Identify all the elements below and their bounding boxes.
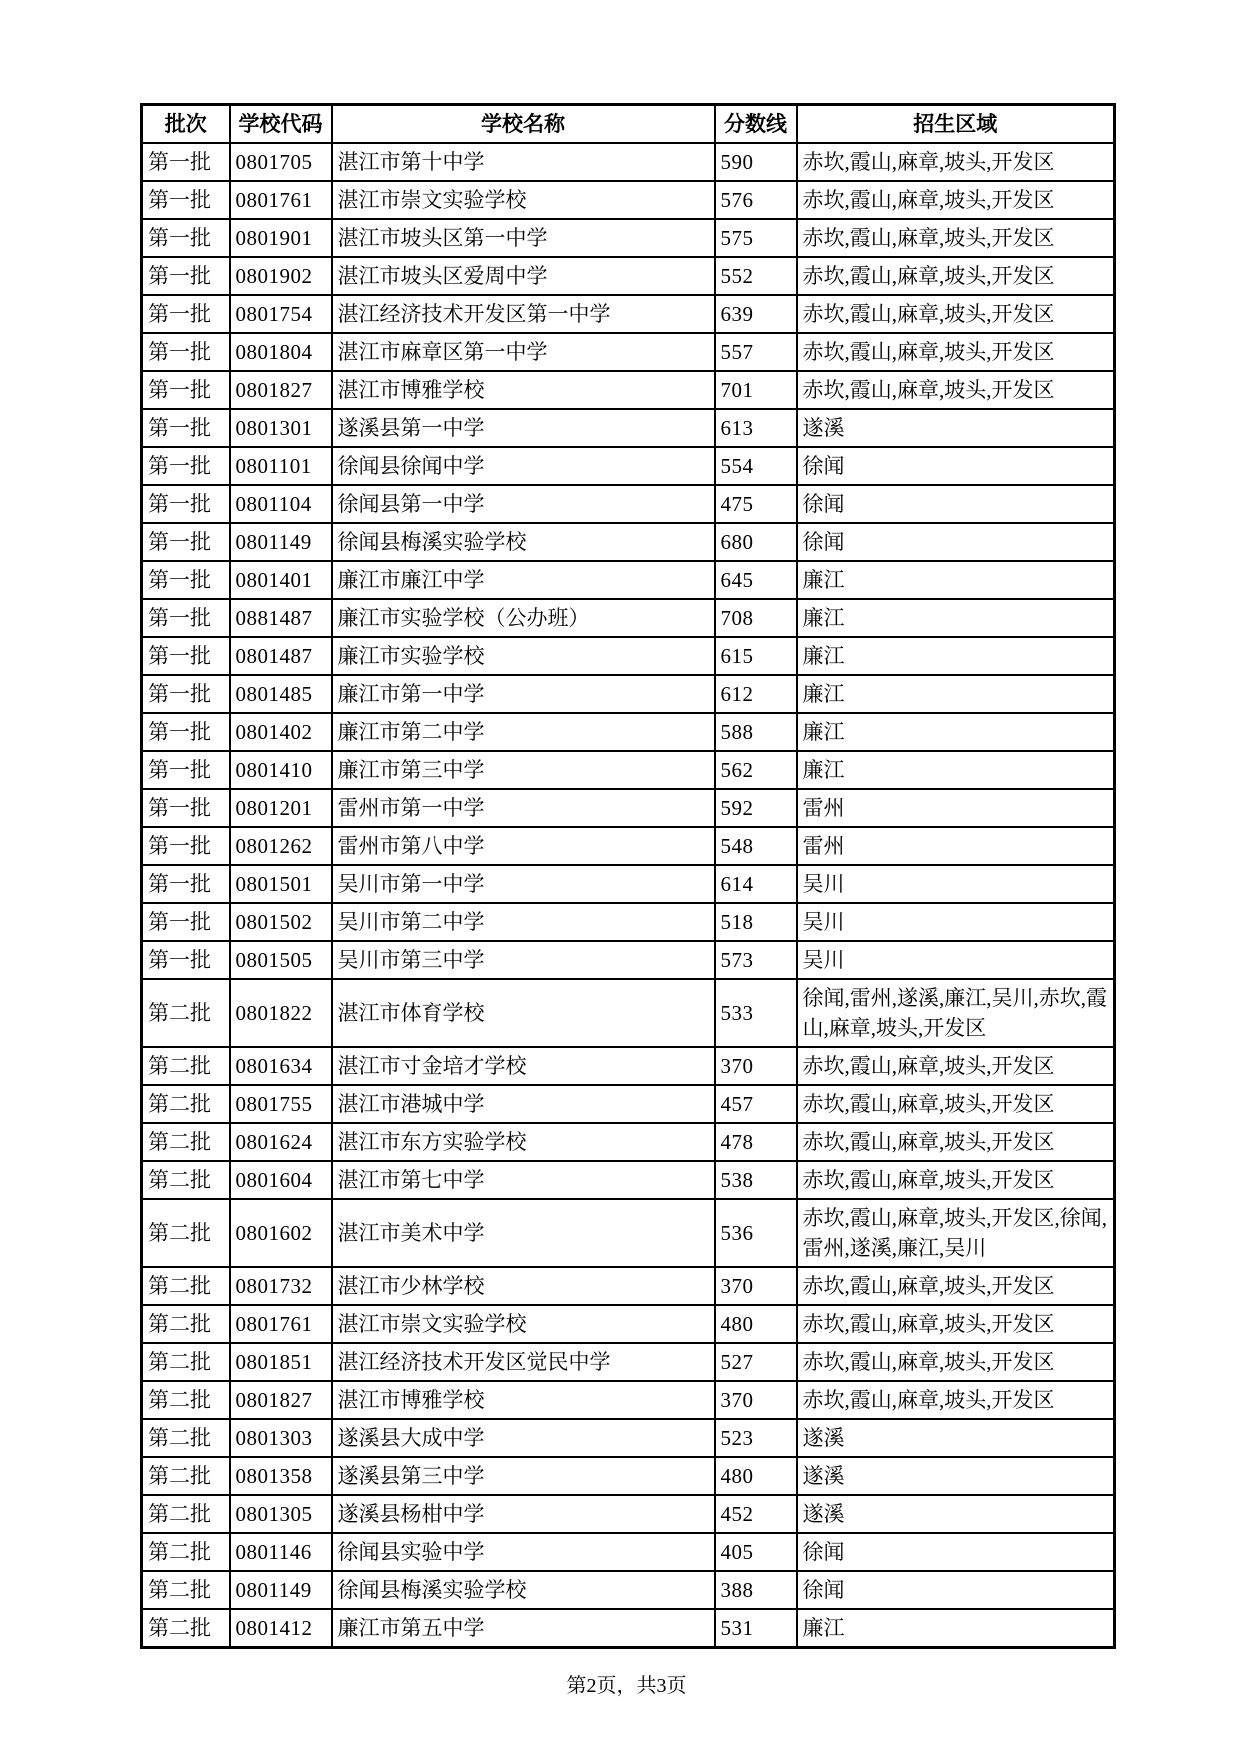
cell-admission-region: 雷州 (797, 827, 1115, 865)
cell-admission-region: 廉江 (797, 751, 1115, 789)
cell-school-name: 遂溪县第三中学 (332, 1457, 715, 1495)
table-row (142, 789, 1115, 827)
cell-score-line: 478 (715, 1123, 797, 1161)
cell-school-name: 雷州市第八中学 (332, 827, 715, 865)
cell-school-name: 徐闻县第一中学 (332, 485, 715, 523)
cell-school-code: 0801822 (230, 979, 332, 1047)
cell-school-name: 湛江市崇文实验学校 (332, 181, 715, 219)
cell-school-code: 0801149 (230, 1571, 332, 1609)
score-table-head (142, 105, 1115, 143)
cell-batch: 第二批 (142, 1457, 230, 1495)
cell-score-line: 475 (715, 485, 797, 523)
cell-batch: 第二批 (142, 1419, 230, 1457)
cell-batch: 第一批 (142, 827, 230, 865)
cell-score-line: 575 (715, 219, 797, 257)
cell-score-line: 557 (715, 333, 797, 371)
cell-batch: 第二批 (142, 1571, 230, 1609)
table-row (142, 1161, 1115, 1199)
cell-admission-region: 赤坎,霞山,麻章,坡头,开发区 (797, 1161, 1115, 1199)
cell-score-line: 370 (715, 1267, 797, 1305)
table-row (142, 979, 1115, 1047)
score-table-body (142, 143, 1115, 1648)
cell-school-code: 0801761 (230, 181, 332, 219)
cell-admission-region: 廉江 (797, 675, 1115, 713)
cell-school-code: 0801902 (230, 257, 332, 295)
cell-admission-region: 赤坎,霞山,麻章,坡头,开发区 (797, 1123, 1115, 1161)
table-row (142, 599, 1115, 637)
cell-batch: 第一批 (142, 257, 230, 295)
cell-batch: 第二批 (142, 1123, 230, 1161)
cell-score-line: 531 (715, 1609, 797, 1648)
cell-admission-region: 赤坎,霞山,麻章,坡头,开发区 (797, 295, 1115, 333)
cell-admission-region: 徐闻 (797, 1533, 1115, 1571)
cell-school-name: 湛江市坡头区第一中学 (332, 219, 715, 257)
cell-school-name: 湛江市麻章区第一中学 (332, 333, 715, 371)
cell-admission-region: 徐闻 (797, 523, 1115, 561)
table-row (142, 1381, 1115, 1419)
cell-score-line: 639 (715, 295, 797, 333)
cell-batch: 第一批 (142, 181, 230, 219)
cell-batch: 第一批 (142, 713, 230, 751)
table-row (142, 371, 1115, 409)
cell-school-name: 徐闻县梅溪实验学校 (332, 523, 715, 561)
cell-batch: 第一批 (142, 637, 230, 675)
cell-admission-region: 赤坎,霞山,麻章,坡头,开发区 (797, 1267, 1115, 1305)
cell-admission-region: 赤坎,霞山,麻章,坡头,开发区 (797, 1085, 1115, 1123)
cell-school-name: 湛江市体育学校 (332, 979, 715, 1047)
table-row (142, 637, 1115, 675)
table-row (142, 941, 1115, 979)
table-row (142, 1609, 1115, 1648)
table-row (142, 1267, 1115, 1305)
cell-school-name: 遂溪县大成中学 (332, 1419, 715, 1457)
cell-score-line: 576 (715, 181, 797, 219)
cell-school-code: 0801401 (230, 561, 332, 599)
cell-school-name: 廉江市实验学校（公办班） (332, 599, 715, 637)
cell-admission-region: 廉江 (797, 599, 1115, 637)
table-row (142, 1343, 1115, 1381)
cell-school-name: 吴川市第三中学 (332, 941, 715, 979)
table-row (142, 1199, 1115, 1267)
table-row (142, 1085, 1115, 1123)
cell-batch: 第一批 (142, 447, 230, 485)
cell-admission-region: 徐闻 (797, 447, 1115, 485)
cell-batch: 第一批 (142, 903, 230, 941)
cell-score-line: 538 (715, 1161, 797, 1199)
cell-batch: 第一批 (142, 219, 230, 257)
cell-score-line: 480 (715, 1457, 797, 1495)
cell-school-code: 0801303 (230, 1419, 332, 1457)
document-page (140, 103, 1113, 1698)
cell-school-name: 湛江市港城中学 (332, 1085, 715, 1123)
cell-batch: 第一批 (142, 751, 230, 789)
cell-score-line: 523 (715, 1419, 797, 1457)
table-row (142, 1495, 1115, 1533)
cell-school-code: 0801485 (230, 675, 332, 713)
cell-score-line: 680 (715, 523, 797, 561)
header-cell-batch: 批次 (142, 105, 230, 143)
cell-admission-region: 遂溪 (797, 1495, 1115, 1533)
cell-school-name: 湛江市第七中学 (332, 1161, 715, 1199)
cell-score-line: 370 (715, 1047, 797, 1085)
cell-admission-region: 赤坎,霞山,麻章,坡头,开发区 (797, 1305, 1115, 1343)
cell-admission-region: 赤坎,霞山,麻章,坡头,开发区 (797, 143, 1115, 181)
cell-school-name: 雷州市第一中学 (332, 789, 715, 827)
cell-batch: 第一批 (142, 485, 230, 523)
cell-score-line: 701 (715, 371, 797, 409)
cell-admission-region: 赤坎,霞山,麻章,坡头,开发区 (797, 1381, 1115, 1419)
cell-school-code: 0801262 (230, 827, 332, 865)
score-table (140, 103, 1116, 1649)
cell-admission-region: 廉江 (797, 713, 1115, 751)
table-row (142, 409, 1115, 447)
cell-school-code: 0801634 (230, 1047, 332, 1085)
cell-school-name: 徐闻县徐闻中学 (332, 447, 715, 485)
cell-school-name: 廉江市实验学校 (332, 637, 715, 675)
cell-score-line: 452 (715, 1495, 797, 1533)
cell-school-code: 0801732 (230, 1267, 332, 1305)
table-row (142, 219, 1115, 257)
cell-batch: 第二批 (142, 1267, 230, 1305)
cell-batch: 第二批 (142, 1199, 230, 1267)
cell-batch: 第一批 (142, 941, 230, 979)
header-cell-score-line: 分数线 (715, 105, 797, 143)
cell-school-code: 0801410 (230, 751, 332, 789)
cell-school-name: 湛江经济技术开发区第一中学 (332, 295, 715, 333)
cell-school-name: 廉江市廉江中学 (332, 561, 715, 599)
cell-batch: 第一批 (142, 675, 230, 713)
table-row (142, 1419, 1115, 1457)
cell-school-code: 0881487 (230, 599, 332, 637)
cell-batch: 第二批 (142, 1305, 230, 1343)
cell-score-line: 592 (715, 789, 797, 827)
cell-score-line: 527 (715, 1343, 797, 1381)
cell-school-name: 遂溪县第一中学 (332, 409, 715, 447)
table-row (142, 675, 1115, 713)
cell-score-line: 614 (715, 865, 797, 903)
table-row (142, 1123, 1115, 1161)
cell-batch: 第二批 (142, 1047, 230, 1085)
cell-admission-region: 赤坎,霞山,麻章,坡头,开发区 (797, 257, 1115, 295)
cell-school-code: 0801487 (230, 637, 332, 675)
cell-school-code: 0801505 (230, 941, 332, 979)
table-row (142, 713, 1115, 751)
cell-school-code: 0801602 (230, 1199, 332, 1267)
cell-school-name: 廉江市第二中学 (332, 713, 715, 751)
cell-admission-region: 赤坎,霞山,麻章,坡头,开发区 (797, 181, 1115, 219)
cell-batch: 第一批 (142, 409, 230, 447)
cell-admission-region: 徐闻 (797, 485, 1115, 523)
header-row (142, 105, 1115, 143)
cell-school-name: 廉江市第五中学 (332, 1609, 715, 1648)
cell-score-line: 518 (715, 903, 797, 941)
cell-score-line: 480 (715, 1305, 797, 1343)
cell-admission-region: 廉江 (797, 561, 1115, 599)
cell-admission-region: 赤坎,霞山,麻章,坡头,开发区 (797, 1343, 1115, 1381)
cell-school-name: 湛江市第十中学 (332, 143, 715, 181)
table-row (142, 523, 1115, 561)
header-cell-school-name: 学校名称 (332, 105, 715, 143)
cell-batch: 第二批 (142, 1533, 230, 1571)
cell-school-code: 0801761 (230, 1305, 332, 1343)
cell-score-line: 562 (715, 751, 797, 789)
table-row (142, 903, 1115, 941)
cell-admission-region: 廉江 (797, 1609, 1115, 1648)
cell-school-name: 湛江经济技术开发区觉民中学 (332, 1343, 715, 1381)
cell-school-name: 湛江市坡头区爱周中学 (332, 257, 715, 295)
table-row (142, 827, 1115, 865)
cell-score-line: 457 (715, 1085, 797, 1123)
cell-batch: 第一批 (142, 143, 230, 181)
cell-score-line: 554 (715, 447, 797, 485)
cell-school-name: 湛江市美术中学 (332, 1199, 715, 1267)
cell-school-name: 吴川市第一中学 (332, 865, 715, 903)
cell-school-code: 0801402 (230, 713, 332, 751)
cell-batch: 第一批 (142, 561, 230, 599)
table-row (142, 751, 1115, 789)
cell-batch: 第二批 (142, 1609, 230, 1648)
cell-batch: 第二批 (142, 1381, 230, 1419)
page-number: 第2页，共3页 (566, 1674, 687, 1697)
table-row (142, 865, 1115, 903)
table-row (142, 143, 1115, 181)
cell-school-code: 0801104 (230, 485, 332, 523)
cell-school-name: 廉江市第一中学 (332, 675, 715, 713)
cell-score-line: 536 (715, 1199, 797, 1267)
cell-batch: 第二批 (142, 1495, 230, 1533)
cell-batch: 第二批 (142, 1085, 230, 1123)
cell-score-line: 613 (715, 409, 797, 447)
cell-batch: 第二批 (142, 1161, 230, 1199)
cell-score-line: 645 (715, 561, 797, 599)
cell-school-name: 徐闻县梅溪实验学校 (332, 1571, 715, 1609)
cell-school-code: 0801201 (230, 789, 332, 827)
cell-school-code: 0801804 (230, 333, 332, 371)
cell-school-code: 0801755 (230, 1085, 332, 1123)
cell-admission-region: 雷州 (797, 789, 1115, 827)
cell-school-code: 0801827 (230, 371, 332, 409)
cell-admission-region: 徐闻,雷州,遂溪,廉江,吴川,赤坎,霞山,麻章,坡头,开发区 (797, 979, 1115, 1047)
cell-score-line: 612 (715, 675, 797, 713)
cell-school-name: 湛江市寸金培才学校 (332, 1047, 715, 1085)
cell-school-code: 0801624 (230, 1123, 332, 1161)
cell-admission-region: 遂溪 (797, 1419, 1115, 1457)
cell-admission-region: 吴川 (797, 941, 1115, 979)
cell-batch: 第一批 (142, 295, 230, 333)
cell-school-code: 0801502 (230, 903, 332, 941)
cell-score-line: 405 (715, 1533, 797, 1571)
table-row (142, 257, 1115, 295)
table-row (142, 181, 1115, 219)
table-row (142, 447, 1115, 485)
cell-score-line: 588 (715, 713, 797, 751)
cell-school-code: 0801851 (230, 1343, 332, 1381)
table-row (142, 295, 1115, 333)
cell-school-name: 遂溪县杨柑中学 (332, 1495, 715, 1533)
table-row (142, 1571, 1115, 1609)
cell-batch: 第一批 (142, 523, 230, 561)
cell-school-name: 吴川市第二中学 (332, 903, 715, 941)
cell-admission-region: 廉江 (797, 637, 1115, 675)
cell-score-line: 552 (715, 257, 797, 295)
header-cell-admission-region: 招生区域 (797, 105, 1115, 143)
cell-batch: 第一批 (142, 371, 230, 409)
cell-school-name: 湛江市博雅学校 (332, 371, 715, 409)
cell-score-line: 388 (715, 1571, 797, 1609)
cell-school-code: 0801101 (230, 447, 332, 485)
cell-admission-region: 赤坎,霞山,麻章,坡头,开发区 (797, 219, 1115, 257)
table-row (142, 1305, 1115, 1343)
cell-score-line: 548 (715, 827, 797, 865)
cell-school-code: 0801501 (230, 865, 332, 903)
cell-school-code: 0801358 (230, 1457, 332, 1495)
cell-score-line: 708 (715, 599, 797, 637)
cell-score-line: 590 (715, 143, 797, 181)
table-row (142, 1047, 1115, 1085)
cell-school-code: 0801149 (230, 523, 332, 561)
cell-admission-region: 赤坎,霞山,麻章,坡头,开发区 (797, 333, 1115, 371)
cell-school-name: 湛江市少林学校 (332, 1267, 715, 1305)
cell-admission-region: 吴川 (797, 865, 1115, 903)
cell-school-code: 0801827 (230, 1381, 332, 1419)
cell-school-name: 湛江市东方实验学校 (332, 1123, 715, 1161)
cell-admission-region: 赤坎,霞山,麻章,坡头,开发区,徐闻,雷州,遂溪,廉江,吴川 (797, 1199, 1115, 1267)
cell-school-code: 0801412 (230, 1609, 332, 1648)
cell-score-line: 573 (715, 941, 797, 979)
cell-school-name: 廉江市第三中学 (332, 751, 715, 789)
cell-batch: 第二批 (142, 1343, 230, 1381)
cell-batch: 第一批 (142, 333, 230, 371)
cell-school-name: 徐闻县实验中学 (332, 1533, 715, 1571)
cell-admission-region: 赤坎,霞山,麻章,坡头,开发区 (797, 1047, 1115, 1085)
cell-school-code: 0801146 (230, 1533, 332, 1571)
cell-school-code: 0801301 (230, 409, 332, 447)
cell-batch: 第一批 (142, 865, 230, 903)
cell-batch: 第一批 (142, 599, 230, 637)
cell-admission-region: 赤坎,霞山,麻章,坡头,开发区 (797, 371, 1115, 409)
cell-admission-region: 遂溪 (797, 1457, 1115, 1495)
cell-admission-region: 徐闻 (797, 1571, 1115, 1609)
cell-admission-region: 吴川 (797, 903, 1115, 941)
table-row (142, 561, 1115, 599)
cell-batch: 第一批 (142, 789, 230, 827)
table-row (142, 485, 1115, 523)
cell-score-line: 615 (715, 637, 797, 675)
cell-score-line: 533 (715, 979, 797, 1047)
cell-school-code: 0801305 (230, 1495, 332, 1533)
cell-school-code: 0801901 (230, 219, 332, 257)
cell-admission-region: 遂溪 (797, 409, 1115, 447)
header-cell-school-code: 学校代码 (230, 105, 332, 143)
cell-school-code: 0801705 (230, 143, 332, 181)
cell-school-name: 湛江市博雅学校 (332, 1381, 715, 1419)
cell-school-code: 0801754 (230, 295, 332, 333)
table-row (142, 1533, 1115, 1571)
table-row (142, 333, 1115, 371)
cell-school-name: 湛江市崇文实验学校 (332, 1305, 715, 1343)
cell-score-line: 370 (715, 1381, 797, 1419)
table-row (142, 1457, 1115, 1495)
cell-school-code: 0801604 (230, 1161, 332, 1199)
cell-batch: 第二批 (142, 979, 230, 1047)
